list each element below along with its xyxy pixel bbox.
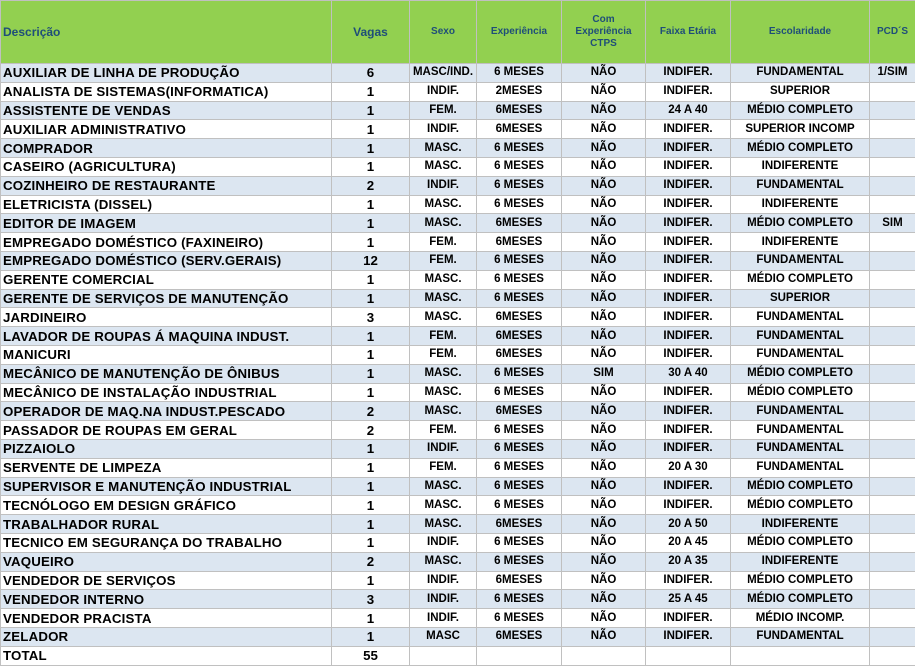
- cell-experiencia-ctps: NÃO: [562, 571, 646, 590]
- cell-sexo: FEM.: [410, 233, 477, 252]
- cell-pcds: [870, 439, 915, 458]
- table-row: [1, 157, 915, 176]
- cell-faixa-etaria: INDIFER.: [646, 627, 731, 646]
- cell-vagas: 1: [332, 496, 410, 515]
- cell-faixa-etaria: INDIFER.: [646, 270, 731, 289]
- cell-escolaridade: FUNDAMENTAL: [731, 327, 870, 346]
- cell-escolaridade: SUPERIOR: [731, 82, 870, 101]
- cell-experiencia-ctps: NÃO: [562, 233, 646, 252]
- cell-experiencia-ctps: NÃO: [562, 120, 646, 139]
- cell-experiencia-ctps: NÃO: [562, 101, 646, 120]
- cell-experiencia-ctps: NÃO: [562, 82, 646, 101]
- cell-experiencia-ctps: SIM: [562, 364, 646, 383]
- cell-experiencia: 6MESES: [477, 515, 562, 534]
- cell-descricao: ELETRICISTA (DISSEL): [1, 195, 332, 214]
- table-row: [1, 515, 915, 534]
- cell-sexo: MASC/IND.: [410, 64, 477, 83]
- cell-pcds: [870, 157, 915, 176]
- cell-experiencia: 2MESES: [477, 82, 562, 101]
- table-row: [1, 139, 915, 158]
- cell-faixa-etaria: 30 A 40: [646, 364, 731, 383]
- table-row: [1, 383, 915, 402]
- cell-vagas: 1: [332, 157, 410, 176]
- cell-vagas: 3: [332, 308, 410, 327]
- header-experiencia-ctps: Com Experiência CTPS: [562, 1, 646, 64]
- cell-vagas: 1: [332, 477, 410, 496]
- cell-sexo: MASC.: [410, 270, 477, 289]
- cell-escolaridade: MÉDIO COMPLETO: [731, 270, 870, 289]
- cell-pcds: [870, 477, 915, 496]
- total-empty-cell: [646, 646, 731, 665]
- cell-experiencia-ctps: NÃO: [562, 496, 646, 515]
- cell-escolaridade: FUNDAMENTAL: [731, 402, 870, 421]
- cell-experiencia-ctps: NÃO: [562, 345, 646, 364]
- cell-vagas: 1: [332, 571, 410, 590]
- cell-sexo: MASC.: [410, 402, 477, 421]
- table-row: [1, 590, 915, 609]
- cell-experiencia-ctps: NÃO: [562, 64, 646, 83]
- cell-experiencia-ctps: NÃO: [562, 157, 646, 176]
- cell-experiencia-ctps: NÃO: [562, 176, 646, 195]
- cell-experiencia: 6 MESES: [477, 289, 562, 308]
- cell-faixa-etaria: INDIFER.: [646, 421, 731, 440]
- cell-experiencia: 6MESES: [477, 627, 562, 646]
- cell-experiencia: 6MESES: [477, 571, 562, 590]
- cell-escolaridade: INDIFERENTE: [731, 195, 870, 214]
- cell-experiencia: 6 MESES: [477, 552, 562, 571]
- cell-faixa-etaria: INDIFER.: [646, 195, 731, 214]
- table-row: [1, 327, 915, 346]
- cell-experiencia-ctps: NÃO: [562, 515, 646, 534]
- cell-pcds: [870, 120, 915, 139]
- header-vagas: Vagas: [332, 1, 410, 64]
- cell-sexo: INDIF.: [410, 82, 477, 101]
- table-row: [1, 82, 915, 101]
- cell-faixa-etaria: INDIFER.: [646, 477, 731, 496]
- cell-sexo: FEM.: [410, 101, 477, 120]
- cell-experiencia-ctps: NÃO: [562, 477, 646, 496]
- cell-experiencia: 6 MESES: [477, 533, 562, 552]
- cell-vagas: 1: [332, 233, 410, 252]
- cell-experiencia: 6 MESES: [477, 364, 562, 383]
- table-row: [1, 101, 915, 120]
- cell-faixa-etaria: INDIFER.: [646, 402, 731, 421]
- header-sexo: Sexo: [410, 1, 477, 64]
- table-row: [1, 364, 915, 383]
- cell-experiencia: 6MESES: [477, 233, 562, 252]
- cell-vagas: 1: [332, 289, 410, 308]
- cell-descricao: AUXILIAR DE LINHA DE PRODUÇÃO: [1, 64, 332, 83]
- cell-descricao: EMPREGADO DOMÉSTICO (SERV.GERAIS): [1, 251, 332, 270]
- table-row: [1, 251, 915, 270]
- cell-vagas: 1: [332, 270, 410, 289]
- cell-pcds: [870, 421, 915, 440]
- total-row: [1, 646, 915, 665]
- cell-pcds: [870, 552, 915, 571]
- cell-pcds: [870, 383, 915, 402]
- cell-vagas: 1: [332, 120, 410, 139]
- total-empty-cell: [562, 646, 646, 665]
- cell-pcds: [870, 176, 915, 195]
- cell-pcds: [870, 496, 915, 515]
- cell-faixa-etaria: INDIFER.: [646, 345, 731, 364]
- cell-experiencia: 6 MESES: [477, 458, 562, 477]
- cell-descricao: MANICURI: [1, 345, 332, 364]
- table-row: [1, 477, 915, 496]
- cell-experiencia-ctps: NÃO: [562, 289, 646, 308]
- cell-descricao: PIZZAIOLO: [1, 439, 332, 458]
- table-row: [1, 571, 915, 590]
- cell-sexo: MASC.: [410, 477, 477, 496]
- table-row: [1, 627, 915, 646]
- cell-sexo: INDIF.: [410, 571, 477, 590]
- cell-vagas: 1: [332, 345, 410, 364]
- cell-descricao: AUXILIAR ADMINISTRATIVO: [1, 120, 332, 139]
- cell-descricao: VENDEDOR PRACISTA: [1, 609, 332, 628]
- cell-experiencia: 6MESES: [477, 101, 562, 120]
- cell-pcds: [870, 515, 915, 534]
- table-row: [1, 214, 915, 233]
- cell-experiencia-ctps: NÃO: [562, 251, 646, 270]
- cell-experiencia: 6 MESES: [477, 251, 562, 270]
- cell-escolaridade: FUNDAMENTAL: [731, 627, 870, 646]
- cell-pcds: 1/SIM: [870, 64, 915, 83]
- total-empty-cell: [870, 646, 915, 665]
- cell-experiencia: 6MESES: [477, 120, 562, 139]
- cell-experiencia-ctps: NÃO: [562, 195, 646, 214]
- cell-pcds: [870, 345, 915, 364]
- cell-faixa-etaria: INDIFER.: [646, 439, 731, 458]
- cell-escolaridade: FUNDAMENTAL: [731, 439, 870, 458]
- cell-vagas: 2: [332, 421, 410, 440]
- cell-descricao: ANALISTA DE SISTEMAS(INFORMATICA): [1, 82, 332, 101]
- cell-vagas: 1: [332, 439, 410, 458]
- cell-pcds: [870, 308, 915, 327]
- cell-vagas: 1: [332, 195, 410, 214]
- table-row: [1, 195, 915, 214]
- cell-sexo: INDIF.: [410, 533, 477, 552]
- header-pcds: PCD´S: [870, 1, 915, 64]
- cell-vagas: 2: [332, 552, 410, 571]
- cell-experiencia: 6 MESES: [477, 157, 562, 176]
- cell-descricao: SUPERVISOR E MANUTENÇÃO INDUSTRIAL: [1, 477, 332, 496]
- cell-sexo: FEM.: [410, 327, 477, 346]
- cell-faixa-etaria: INDIFER.: [646, 289, 731, 308]
- cell-descricao: SERVENTE DE LIMPEZA: [1, 458, 332, 477]
- cell-experiencia: 6 MESES: [477, 477, 562, 496]
- cell-faixa-etaria: 20 A 50: [646, 515, 731, 534]
- cell-escolaridade: MÉDIO COMPLETO: [731, 214, 870, 233]
- cell-sexo: MASC.: [410, 157, 477, 176]
- cell-faixa-etaria: INDIFER.: [646, 233, 731, 252]
- cell-pcds: [870, 327, 915, 346]
- cell-faixa-etaria: 20 A 30: [646, 458, 731, 477]
- cell-experiencia-ctps: NÃO: [562, 421, 646, 440]
- cell-experiencia: 6 MESES: [477, 496, 562, 515]
- cell-experiencia-ctps: NÃO: [562, 552, 646, 571]
- cell-faixa-etaria: INDIFER.: [646, 64, 731, 83]
- cell-escolaridade: FUNDAMENTAL: [731, 64, 870, 83]
- table-row: [1, 308, 915, 327]
- total-empty-cell: [731, 646, 870, 665]
- cell-faixa-etaria: INDIFER.: [646, 327, 731, 346]
- cell-vagas: 1: [332, 214, 410, 233]
- header-faixa-etaria: Faixa Etária: [646, 1, 731, 64]
- cell-descricao: COMPRADOR: [1, 139, 332, 158]
- cell-sexo: MASC.: [410, 308, 477, 327]
- cell-pcds: [870, 251, 915, 270]
- cell-experiencia-ctps: NÃO: [562, 590, 646, 609]
- cell-vagas: 12: [332, 251, 410, 270]
- cell-descricao: EMPREGADO DOMÉSTICO (FAXINEIRO): [1, 233, 332, 252]
- cell-descricao: VAQUEIRO: [1, 552, 332, 571]
- table-row: [1, 289, 915, 308]
- cell-experiencia: 6 MESES: [477, 195, 562, 214]
- cell-descricao: ASSISTENTE DE VENDAS: [1, 101, 332, 120]
- cell-vagas: 1: [332, 82, 410, 101]
- cell-descricao: LAVADOR DE ROUPAS Á MAQUINA INDUST.: [1, 327, 332, 346]
- cell-experiencia-ctps: NÃO: [562, 214, 646, 233]
- cell-faixa-etaria: INDIFER.: [646, 157, 731, 176]
- table-row: [1, 496, 915, 515]
- cell-faixa-etaria: INDIFER.: [646, 308, 731, 327]
- cell-pcds: [870, 571, 915, 590]
- cell-sexo: FEM.: [410, 345, 477, 364]
- cell-experiencia: 6MESES: [477, 345, 562, 364]
- cell-faixa-etaria: INDIFER.: [646, 214, 731, 233]
- cell-sexo: INDIF.: [410, 120, 477, 139]
- cell-escolaridade: FUNDAMENTAL: [731, 176, 870, 195]
- cell-vagas: 6: [332, 64, 410, 83]
- cell-vagas: 1: [332, 609, 410, 628]
- total-value: 55: [332, 646, 410, 665]
- cell-sexo: INDIF.: [410, 439, 477, 458]
- header-row: [1, 1, 915, 64]
- cell-vagas: 1: [332, 515, 410, 534]
- cell-experiencia-ctps: NÃO: [562, 402, 646, 421]
- cell-descricao: VENDEDOR DE SERVIÇOS: [1, 571, 332, 590]
- cell-escolaridade: SUPERIOR INCOMP: [731, 120, 870, 139]
- cell-experiencia: 6 MESES: [477, 421, 562, 440]
- cell-descricao: JARDINEIRO: [1, 308, 332, 327]
- cell-experiencia: 6MESES: [477, 214, 562, 233]
- table-row: [1, 233, 915, 252]
- cell-experiencia-ctps: NÃO: [562, 270, 646, 289]
- cell-vagas: 1: [332, 383, 410, 402]
- cell-vagas: 2: [332, 176, 410, 195]
- cell-sexo: MASC: [410, 627, 477, 646]
- cell-sexo: MASC.: [410, 195, 477, 214]
- cell-descricao: GERENTE DE SERVIÇOS DE MANUTENÇÃO: [1, 289, 332, 308]
- cell-vagas: 1: [332, 458, 410, 477]
- cell-experiencia: 6MESES: [477, 308, 562, 327]
- cell-experiencia: 6 MESES: [477, 439, 562, 458]
- cell-descricao: MECÂNICO DE MANUTENÇÃO DE ÔNIBUS: [1, 364, 332, 383]
- cell-sexo: FEM.: [410, 458, 477, 477]
- cell-faixa-etaria: INDIFER.: [646, 120, 731, 139]
- total-empty-cell: [410, 646, 477, 665]
- header-experiencia: Experiência: [477, 1, 562, 64]
- cell-escolaridade: MÉDIO COMPLETO: [731, 533, 870, 552]
- cell-pcds: [870, 82, 915, 101]
- cell-experiencia-ctps: NÃO: [562, 609, 646, 628]
- cell-experiencia-ctps: NÃO: [562, 327, 646, 346]
- header-escolaridade: Escolaridade: [731, 1, 870, 64]
- cell-pcds: [870, 402, 915, 421]
- cell-pcds: [870, 590, 915, 609]
- cell-escolaridade: INDIFERENTE: [731, 157, 870, 176]
- table-row: [1, 402, 915, 421]
- cell-sexo: MASC.: [410, 383, 477, 402]
- header-descricao: Descrição: [1, 1, 332, 64]
- cell-experiencia: 6MESES: [477, 327, 562, 346]
- cell-faixa-etaria: INDIFER.: [646, 176, 731, 195]
- table-row: [1, 120, 915, 139]
- cell-escolaridade: MÉDIO COMPLETO: [731, 496, 870, 515]
- cell-escolaridade: SUPERIOR: [731, 289, 870, 308]
- cell-escolaridade: FUNDAMENTAL: [731, 345, 870, 364]
- cell-descricao: TRABALHADOR RURAL: [1, 515, 332, 534]
- cell-pcds: [870, 289, 915, 308]
- cell-pcds: [870, 195, 915, 214]
- cell-vagas: 1: [332, 101, 410, 120]
- cell-pcds: [870, 458, 915, 477]
- cell-escolaridade: MÉDIO COMPLETO: [731, 364, 870, 383]
- cell-escolaridade: MÉDIO COMPLETO: [731, 477, 870, 496]
- cell-vagas: 1: [332, 533, 410, 552]
- cell-descricao: COZINHEIRO DE RESTAURANTE: [1, 176, 332, 195]
- cell-descricao: GERENTE COMERCIAL: [1, 270, 332, 289]
- table-row: [1, 552, 915, 571]
- cell-descricao: PASSADOR DE ROUPAS EM GERAL: [1, 421, 332, 440]
- cell-sexo: INDIF.: [410, 590, 477, 609]
- cell-escolaridade: MÉDIO INCOMP.: [731, 609, 870, 628]
- cell-faixa-etaria: INDIFER.: [646, 383, 731, 402]
- cell-pcds: [870, 101, 915, 120]
- cell-experiencia: 6 MESES: [477, 609, 562, 628]
- table-row: [1, 421, 915, 440]
- cell-faixa-etaria: INDIFER.: [646, 251, 731, 270]
- cell-experiencia: 6 MESES: [477, 383, 562, 402]
- table-row: [1, 439, 915, 458]
- cell-experiencia: 6MESES: [477, 402, 562, 421]
- cell-faixa-etaria: INDIFER.: [646, 496, 731, 515]
- cell-experiencia: 6 MESES: [477, 176, 562, 195]
- cell-sexo: MASC.: [410, 515, 477, 534]
- table-row: [1, 609, 915, 628]
- table-body: [1, 64, 915, 666]
- cell-sexo: MASC.: [410, 496, 477, 515]
- table-row: [1, 64, 915, 83]
- cell-experiencia-ctps: NÃO: [562, 627, 646, 646]
- cell-faixa-etaria: 24 A 40: [646, 101, 731, 120]
- cell-pcds: [870, 270, 915, 289]
- cell-escolaridade: FUNDAMENTAL: [731, 308, 870, 327]
- cell-pcds: [870, 233, 915, 252]
- cell-sexo: MASC.: [410, 552, 477, 571]
- cell-descricao: TECNÓLOGO EM DESIGN GRÁFICO: [1, 496, 332, 515]
- cell-descricao: OPERADOR DE MAQ.NA INDUST.PESCADO: [1, 402, 332, 421]
- cell-escolaridade: MÉDIO COMPLETO: [731, 590, 870, 609]
- table-row: [1, 176, 915, 195]
- cell-vagas: 1: [332, 327, 410, 346]
- cell-sexo: MASC.: [410, 364, 477, 383]
- cell-experiencia-ctps: NÃO: [562, 139, 646, 158]
- cell-escolaridade: INDIFERENTE: [731, 233, 870, 252]
- cell-escolaridade: FUNDAMENTAL: [731, 458, 870, 477]
- cell-pcds: SIM: [870, 214, 915, 233]
- table-row: [1, 533, 915, 552]
- cell-experiencia: 6 MESES: [477, 270, 562, 289]
- cell-pcds: [870, 364, 915, 383]
- cell-experiencia-ctps: NÃO: [562, 458, 646, 477]
- cell-experiencia-ctps: NÃO: [562, 533, 646, 552]
- cell-vagas: 2: [332, 402, 410, 421]
- cell-vagas: 1: [332, 364, 410, 383]
- cell-pcds: [870, 139, 915, 158]
- cell-descricao: CASEIRO (AGRICULTURA): [1, 157, 332, 176]
- cell-descricao: EDITOR DE IMAGEM: [1, 214, 332, 233]
- total-empty-cell: [477, 646, 562, 665]
- cell-sexo: MASC.: [410, 289, 477, 308]
- cell-escolaridade: MÉDIO COMPLETO: [731, 571, 870, 590]
- cell-pcds: [870, 627, 915, 646]
- cell-experiencia-ctps: NÃO: [562, 383, 646, 402]
- cell-faixa-etaria: INDIFER.: [646, 82, 731, 101]
- cell-sexo: FEM.: [410, 421, 477, 440]
- cell-vagas: 1: [332, 139, 410, 158]
- cell-escolaridade: FUNDAMENTAL: [731, 251, 870, 270]
- total-label: TOTAL: [1, 646, 332, 665]
- cell-vagas: 1: [332, 627, 410, 646]
- cell-sexo: MASC.: [410, 139, 477, 158]
- cell-descricao: ZELADOR: [1, 627, 332, 646]
- cell-escolaridade: MÉDIO COMPLETO: [731, 101, 870, 120]
- cell-faixa-etaria: 20 A 35: [646, 552, 731, 571]
- cell-faixa-etaria: INDIFER.: [646, 609, 731, 628]
- cell-escolaridade: INDIFERENTE: [731, 515, 870, 534]
- cell-sexo: INDIF.: [410, 609, 477, 628]
- cell-sexo: INDIF.: [410, 176, 477, 195]
- cell-experiencia: 6 MESES: [477, 590, 562, 609]
- cell-descricao: VENDEDOR INTERNO: [1, 590, 332, 609]
- cell-faixa-etaria: INDIFER.: [646, 571, 731, 590]
- cell-escolaridade: INDIFERENTE: [731, 552, 870, 571]
- table-row: [1, 458, 915, 477]
- table-row: [1, 345, 915, 364]
- cell-escolaridade: FUNDAMENTAL: [731, 421, 870, 440]
- cell-escolaridade: MÉDIO COMPLETO: [731, 139, 870, 158]
- cell-faixa-etaria: 20 A 45: [646, 533, 731, 552]
- cell-vagas: 3: [332, 590, 410, 609]
- cell-experiencia-ctps: NÃO: [562, 439, 646, 458]
- cell-experiencia: 6 MESES: [477, 139, 562, 158]
- cell-sexo: FEM.: [410, 251, 477, 270]
- cell-experiencia: 6 MESES: [477, 64, 562, 83]
- cell-pcds: [870, 533, 915, 552]
- cell-descricao: MECÂNICO DE INSTALAÇÃO INDUSTRIAL: [1, 383, 332, 402]
- table-row: [1, 270, 915, 289]
- cell-sexo: MASC.: [410, 214, 477, 233]
- cell-descricao: TECNICO EM SEGURANÇA DO TRABALHO: [1, 533, 332, 552]
- cell-faixa-etaria: 25 A 45: [646, 590, 731, 609]
- cell-pcds: [870, 609, 915, 628]
- cell-faixa-etaria: INDIFER.: [646, 139, 731, 158]
- cell-experiencia-ctps: NÃO: [562, 308, 646, 327]
- cell-escolaridade: MÉDIO COMPLETO: [731, 383, 870, 402]
